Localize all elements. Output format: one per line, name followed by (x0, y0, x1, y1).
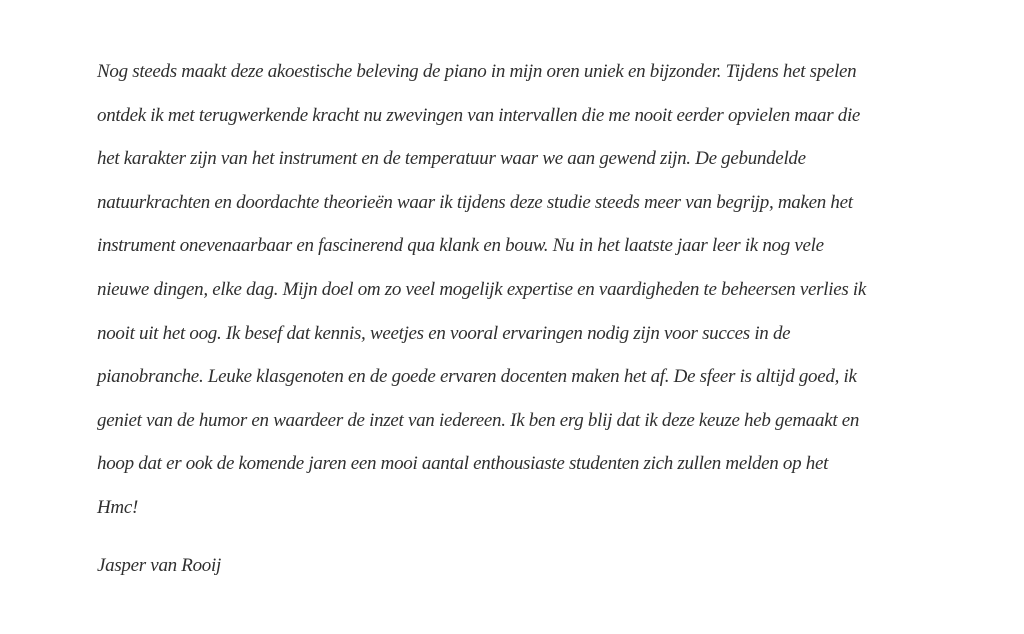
paragraph-line: pianobranche. Leuke klasgenoten en de goede ervaren docenten maken het af. De sfeer is altijd goed, ik (97, 366, 857, 388)
paragraph-line: Nog steeds maakt deze akoestische beleving de piano in mijn oren uniek en bijzonder. Tijdens het spelen (97, 61, 857, 82)
paragraph-line: nieuwe dingen, elke dag. Mijn doel om zo veel mogelijk expertise en vaardigheden te beheersen verlies ik (97, 278, 866, 300)
paragraph-line: hoop dat er ook de komende jaren een mooi aantal enthousiaste studenten zich zullen melden op het (97, 453, 829, 475)
paragraph-line: het karakter zijn van het instrument en de temperatuur waar we aan gewend zijn. De gebundelde (97, 148, 806, 170)
paragraph-line: natuurkrachten en doordachte theorieën waar ik tijdens deze studie steeds meer van begrijp, maken het (97, 191, 853, 213)
signature: Jasper van Rooij (97, 554, 221, 576)
paragraph-line: instrument onevenaarbaar en fascinerend qua klank en bouw. Nu in het laatste jaar leer ik nog vele (97, 235, 824, 257)
paragraph-line: nooit uit het oog. Ik besef dat kennis, weetjes en vooral ervaringen nodig zijn voor succes in de (97, 322, 791, 344)
paragraph-line: geniet van de humor en waardeer de inzet van iedereen. Ik ben erg blij dat ik deze keuze heb gemaakt en (97, 409, 860, 431)
paragraph-line: Hmc! (97, 496, 139, 518)
paragraph-line: ontdek ik met terugwerkende kracht nu zwevingen van intervallen die me nooit eerder opvielen maar die (97, 104, 861, 126)
